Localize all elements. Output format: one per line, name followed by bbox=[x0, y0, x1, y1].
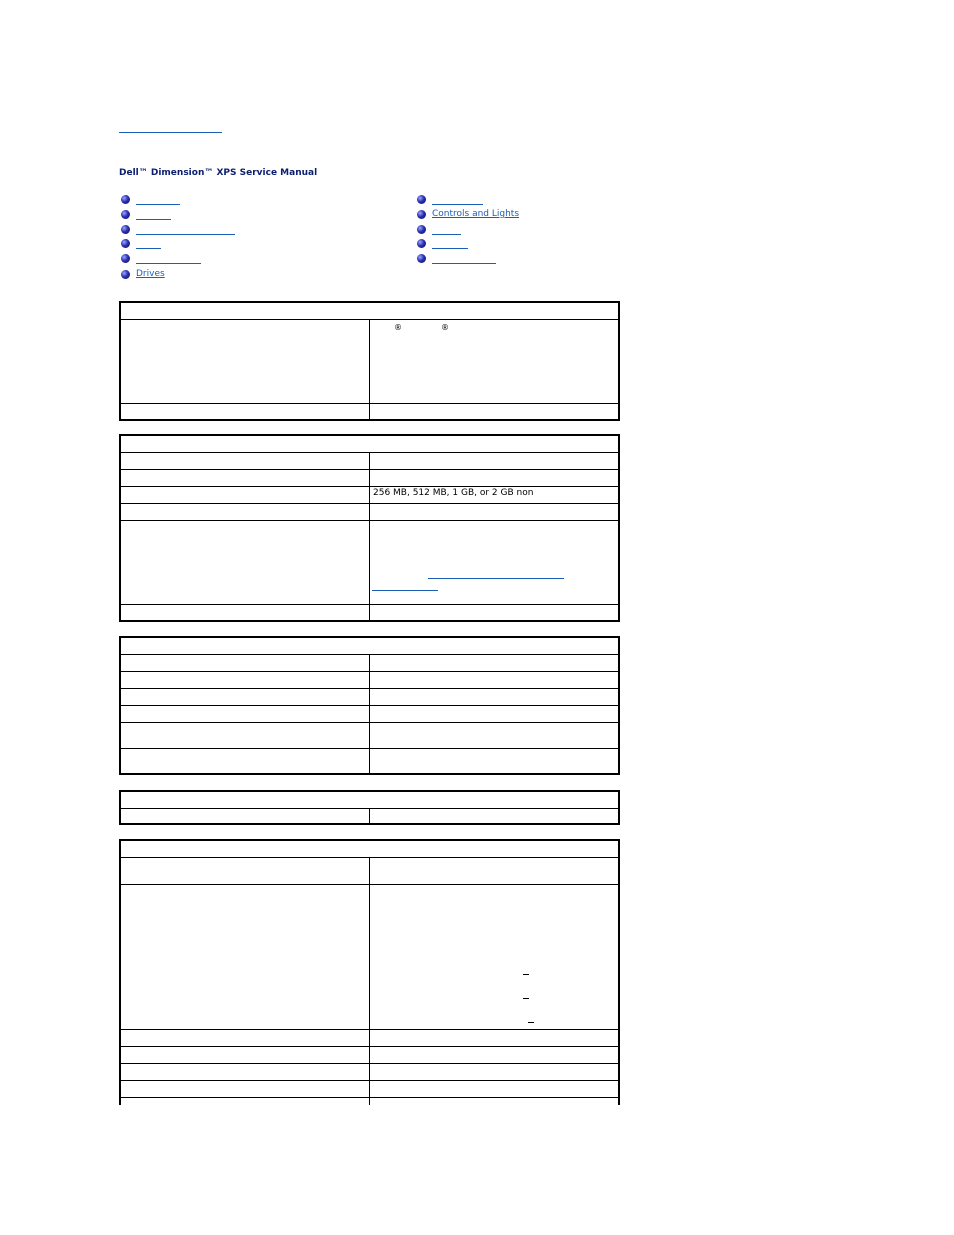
nav-link-controls-and-lights[interactable]: Controls and Lights bbox=[432, 209, 520, 219]
table-cell bbox=[120, 486, 370, 503]
table-cell bbox=[120, 857, 370, 884]
nav-item-left-1[interactable] bbox=[121, 194, 201, 208]
spec-table-5 bbox=[119, 839, 620, 1105]
nav-link-underline[interactable] bbox=[136, 204, 180, 205]
nav-item-right-4[interactable] bbox=[417, 238, 477, 252]
table-cell bbox=[370, 688, 620, 705]
table-cell bbox=[120, 520, 370, 604]
nav-item-left-5[interactable] bbox=[121, 253, 211, 267]
bullet-icon bbox=[121, 254, 130, 263]
table-cell bbox=[370, 884, 620, 1029]
table-cell bbox=[370, 319, 620, 403]
bullet-icon bbox=[417, 225, 426, 234]
spec-table-2 bbox=[119, 434, 620, 622]
table-cell bbox=[370, 705, 620, 722]
table-header bbox=[120, 840, 619, 857]
table-cell bbox=[120, 884, 370, 1029]
table-cell bbox=[120, 604, 370, 621]
table-cell bbox=[370, 452, 620, 469]
table-header bbox=[120, 435, 619, 452]
nav-link-underline[interactable] bbox=[136, 234, 235, 235]
nav-link-drives[interactable]: Drives bbox=[136, 269, 165, 279]
spec-table-4 bbox=[119, 790, 620, 825]
spec-table-1 bbox=[119, 301, 620, 421]
underline-mark bbox=[523, 998, 529, 999]
table-cell bbox=[370, 1063, 620, 1080]
nav-link-underline[interactable] bbox=[136, 248, 161, 249]
table-cell bbox=[370, 1097, 620, 1105]
inline-link[interactable] bbox=[428, 578, 564, 579]
table-cell bbox=[120, 671, 370, 688]
table-cell bbox=[370, 722, 620, 748]
table-cell bbox=[120, 1080, 370, 1097]
bullet-icon bbox=[121, 239, 130, 248]
inline-link[interactable] bbox=[372, 590, 438, 591]
table-cell bbox=[120, 452, 370, 469]
table-cell bbox=[120, 748, 370, 774]
table-cell bbox=[370, 520, 620, 604]
nav-item-right-5[interactable] bbox=[417, 253, 507, 267]
nav-item-right-1[interactable] bbox=[417, 194, 507, 208]
table-cell bbox=[370, 654, 620, 671]
table-cell bbox=[370, 1029, 620, 1046]
nav-link-underline[interactable] bbox=[432, 234, 461, 235]
bullet-icon bbox=[121, 195, 130, 204]
nav-link-underline[interactable] bbox=[136, 263, 201, 264]
table-cell bbox=[370, 1080, 620, 1097]
underline-mark bbox=[523, 974, 529, 975]
table-header bbox=[120, 791, 619, 808]
nav-item-left-2[interactable] bbox=[121, 209, 201, 223]
registered-mark: ® bbox=[441, 322, 449, 332]
table-cell bbox=[120, 319, 370, 403]
table-cell bbox=[370, 503, 620, 520]
table-cell bbox=[370, 808, 620, 824]
bullet-icon bbox=[121, 270, 130, 279]
table-cell bbox=[370, 1046, 620, 1063]
table-cell bbox=[120, 403, 370, 420]
table-cell bbox=[120, 808, 370, 824]
table-header bbox=[120, 302, 619, 319]
nav-item-right-3[interactable] bbox=[417, 224, 477, 238]
table-cell bbox=[120, 503, 370, 520]
nav-link-underline[interactable] bbox=[432, 248, 468, 249]
bullet-icon bbox=[121, 225, 130, 234]
table-cell bbox=[120, 1097, 370, 1105]
bullet-icon bbox=[417, 254, 426, 263]
table-header bbox=[120, 637, 619, 654]
table-cell bbox=[120, 469, 370, 486]
table-cell bbox=[120, 1063, 370, 1080]
nav-item-left-3[interactable] bbox=[121, 224, 241, 238]
section-nav bbox=[121, 194, 541, 284]
table-cell bbox=[120, 654, 370, 671]
nav-item-controls-and-lights[interactable] bbox=[417, 209, 537, 223]
registered-mark: ® bbox=[394, 322, 402, 332]
nav-link-underline[interactable] bbox=[432, 204, 483, 205]
bullet-icon bbox=[121, 210, 130, 219]
nav-link-underline[interactable] bbox=[432, 263, 496, 264]
table-cell bbox=[370, 671, 620, 688]
table-cell bbox=[120, 705, 370, 722]
nav-item-drives[interactable] bbox=[121, 269, 201, 283]
bullet-icon bbox=[417, 195, 426, 204]
table-cell bbox=[120, 688, 370, 705]
table-cell bbox=[120, 722, 370, 748]
spec-table-3 bbox=[119, 636, 620, 775]
bullet-icon bbox=[417, 239, 426, 248]
table-cell bbox=[120, 1029, 370, 1046]
table-cell bbox=[370, 748, 620, 774]
bullet-icon bbox=[417, 210, 426, 219]
table-cell bbox=[370, 403, 620, 420]
underline-mark bbox=[528, 1022, 534, 1023]
nav-link-underline[interactable] bbox=[136, 219, 171, 220]
top-link[interactable] bbox=[119, 120, 222, 133]
page-title: Dell™ Dimension™ XPS Service Manual bbox=[119, 168, 318, 178]
table-cell bbox=[370, 857, 620, 884]
table-cell bbox=[370, 469, 620, 486]
memory-size-value: 256 MB, 512 MB, 1 GB, or 2 GB non bbox=[370, 486, 620, 503]
table-cell bbox=[120, 1046, 370, 1063]
nav-item-left-4[interactable] bbox=[121, 238, 181, 252]
table-cell bbox=[370, 604, 620, 621]
